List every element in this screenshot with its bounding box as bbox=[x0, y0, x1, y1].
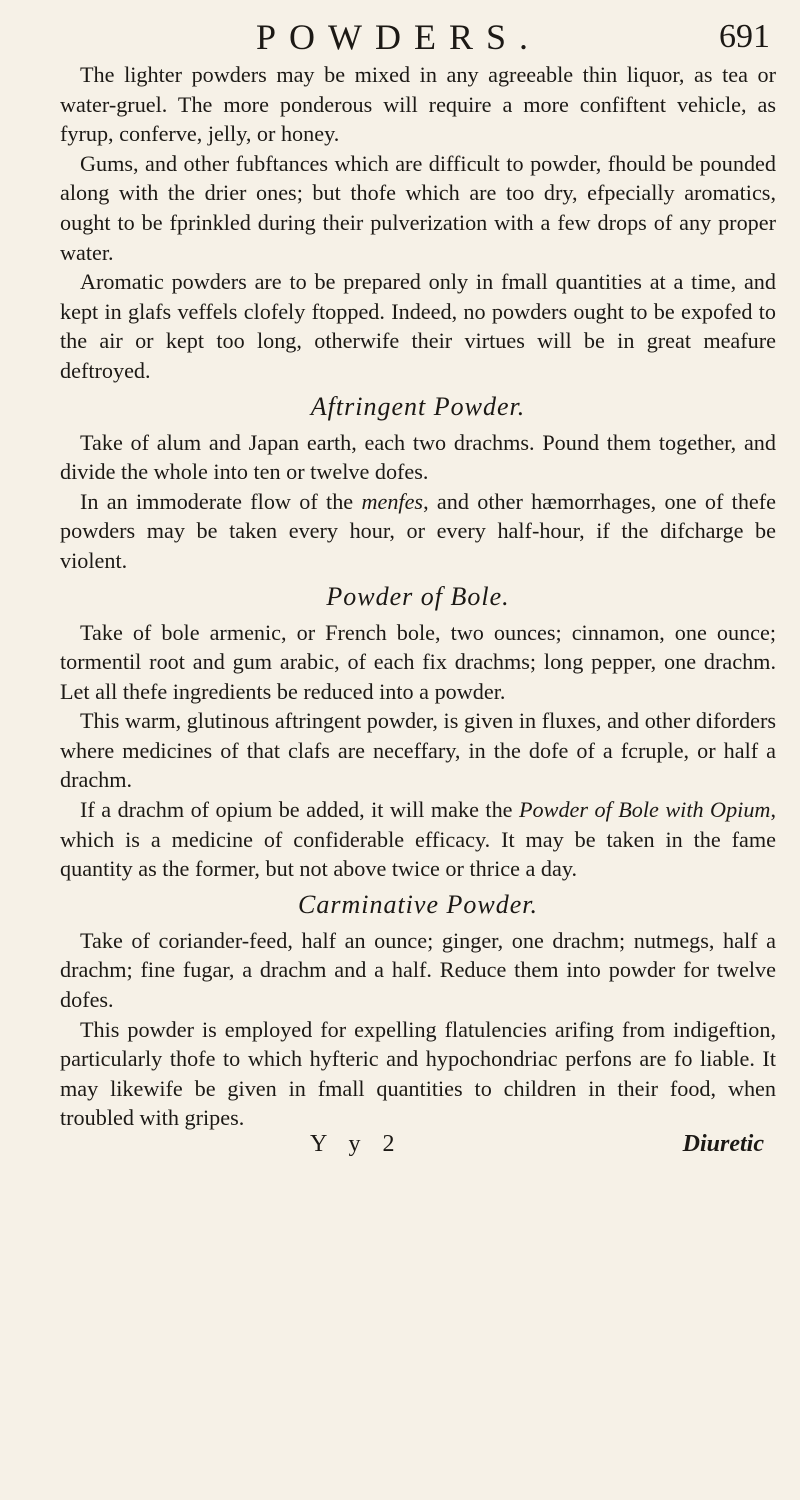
paragraph-bole-opium: If a drachm of opium be added, it will make the Powder of Bole with Opium, which is a medicine of confiderable efficacy. It may be taken in the fame quantity as the former, but not above twice or thrice a day. bbox=[60, 797, 776, 882]
paragraph-astringent-recipe: Take of alum and Japan earth, each two drachms. Pound them together, and divide the whole into ten or twelve dofes. bbox=[60, 429, 776, 485]
paragraph-bole-recipe: Take of bole armenic, or French bole, two ounces; cinnamon, one ounce; tormentil root and gum arabic, of each fix drachms; long pepper, one drachm. Let all thefe ingredients be reduced into a powder. bbox=[60, 619, 776, 704]
paragraph-gums: Gums, and other fubftances which are difficult to powder, fhould be pounded along with the drier ones; but thofe which are too dry, efpecially aromatics, ought to be fprinkled during their pulverization with a few drops of any proper water. bbox=[60, 150, 776, 265]
page-number: 691 bbox=[719, 18, 770, 55]
paragraph-lighter-powders: The lighter powders may be mixed in any agreeable thin liquor, as tea or water-gruel. The more ponderous will require a more confiftent vehicle, as fyrup, conferve, jelly, or honey. bbox=[60, 62, 776, 147]
italic-term-bole-with-opium: Powder of Bole with Opium bbox=[519, 797, 771, 823]
heading-astringent-powder: Aftringent Powder. bbox=[310, 391, 526, 421]
heading-powder-of-bole: Powder of Bole. bbox=[326, 581, 510, 611]
paragraph-carminative-usage: This powder is employed for expelling flatulencies arifing from indigeftion, particularly thofe to which hyfteric and hypochondriac perfons are fo liable. It may likewife be given in fmall quantities to children in their food, when troubled with gripes. bbox=[60, 1016, 776, 1131]
paragraph-astringent-usage: In an immoderate flow of the menfes, and other hæmorrhages, one of thefe powders may be taken every hour, or every half-hour, if the difcharge be violent. bbox=[60, 488, 776, 573]
paragraph-aromatic-powders: Aromatic powders are to be prepared only in fmall quantities at a time, and kept in glafs veffels clofely ftopped. Indeed, no powders ought to be expofed to the air or kept too long, otherwife their virtues will be in great meafure deftroyed. bbox=[60, 269, 776, 383]
signature-mark: Y y 2 bbox=[310, 1131, 403, 1157]
paragraph-bole-usage: This warm, glutinous aftringent powder, is given in fluxes, and other diforders where medicines of that clafs are neceffary, in the dofe of a fcruple, or half a drachm. bbox=[60, 708, 776, 793]
catchword: Diuretic bbox=[682, 1131, 764, 1157]
page-header bbox=[60, 14, 776, 60]
italic-term-menses: menfes bbox=[361, 488, 424, 514]
body-text bbox=[60, 60, 776, 1133]
page-footer bbox=[60, 1131, 776, 1161]
paragraph-carminative-recipe: Take of coriander-feed, half an ounce; ginger, one drachm; nutmegs, half a drachm; fine fugar, a drachm and a half. Reduce them into powder for twelve dofes. bbox=[60, 927, 776, 1013]
heading-carminative-powder: Carminative Powder. bbox=[298, 889, 538, 919]
running-title: POWDERS. bbox=[256, 17, 542, 57]
